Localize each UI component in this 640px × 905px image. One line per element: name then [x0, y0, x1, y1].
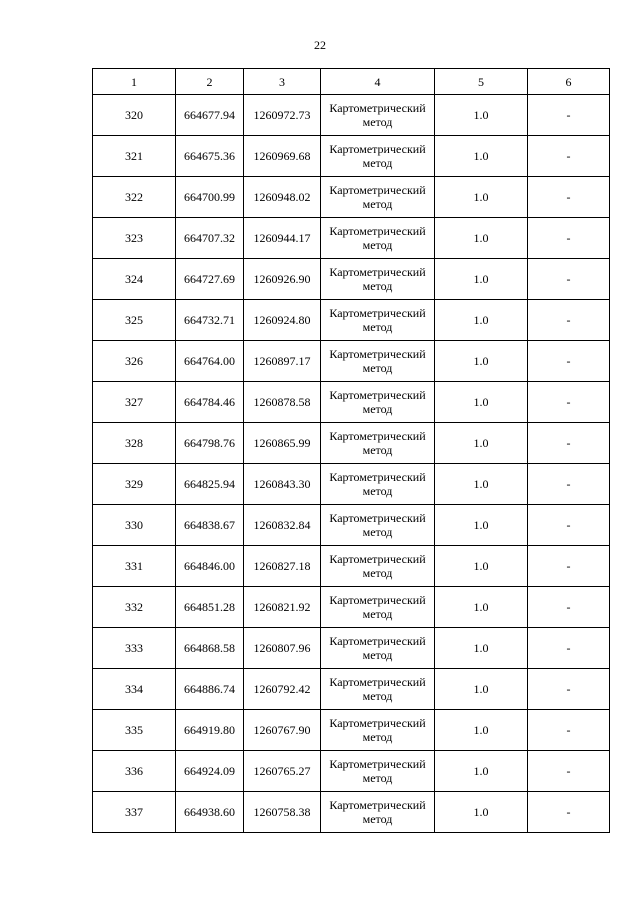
- accuracy-cell: 1.0: [435, 751, 528, 792]
- table-row: [93, 423, 610, 464]
- method-text-line: метод: [362, 525, 393, 539]
- coordinates-table: [92, 68, 610, 833]
- note-cell: -: [528, 300, 610, 341]
- method-cell: [321, 259, 435, 300]
- y-coordinate-cell: 1260878.58: [244, 382, 321, 423]
- method-cell: [321, 136, 435, 177]
- note-cell: -: [528, 423, 610, 464]
- point-number-cell: 325: [93, 300, 176, 341]
- x-coordinate-cell: 664919.80: [176, 710, 244, 751]
- point-number-cell: 323: [93, 218, 176, 259]
- method-cell: [321, 792, 435, 833]
- table-row: [93, 95, 610, 136]
- note-cell: -: [528, 587, 610, 628]
- table-row: [93, 300, 610, 341]
- method-cell: [321, 628, 435, 669]
- x-coordinate-cell: 664700.99: [176, 177, 244, 218]
- method-text-line: метод: [362, 238, 393, 252]
- method-cell: [321, 546, 435, 587]
- method-cell: [321, 300, 435, 341]
- method-text-line: Картометрический: [329, 429, 426, 443]
- table-row: [93, 669, 610, 710]
- method-cell: [321, 587, 435, 628]
- method-cell: [321, 218, 435, 259]
- x-coordinate-cell: 664798.76: [176, 423, 244, 464]
- method-text-line: метод: [362, 279, 393, 293]
- y-coordinate-cell: 1260924.80: [244, 300, 321, 341]
- y-coordinate-cell: 1260832.84: [244, 505, 321, 546]
- y-coordinate-cell: 1260865.99: [244, 423, 321, 464]
- accuracy-cell: 1.0: [435, 587, 528, 628]
- method-text-line: метод: [362, 197, 393, 211]
- accuracy-cell: 1.0: [435, 505, 528, 546]
- table-row: [93, 792, 610, 833]
- accuracy-cell: 1.0: [435, 218, 528, 259]
- column-header: 3: [244, 69, 321, 95]
- method-text-line: Картометрический: [329, 265, 426, 279]
- method-text-line: Картометрический: [329, 634, 426, 648]
- accuracy-cell: 1.0: [435, 382, 528, 423]
- table-row: [93, 136, 610, 177]
- method-text-line: Картометрический: [329, 388, 426, 402]
- method-text-line: Картометрический: [329, 306, 426, 320]
- y-coordinate-cell: 1260897.17: [244, 341, 321, 382]
- column-header: 4: [321, 69, 435, 95]
- method-text-line: метод: [362, 648, 393, 662]
- method-text-line: Картометрический: [329, 716, 426, 730]
- column-header: 6: [528, 69, 610, 95]
- note-cell: -: [528, 751, 610, 792]
- y-coordinate-cell: 1260972.73: [244, 95, 321, 136]
- table-row: [93, 751, 610, 792]
- method-cell: [321, 710, 435, 751]
- point-number-cell: 333: [93, 628, 176, 669]
- method-text-line: Картометрический: [329, 224, 426, 238]
- x-coordinate-cell: 664838.67: [176, 505, 244, 546]
- method-text-line: Картометрический: [329, 347, 426, 361]
- point-number-cell: 329: [93, 464, 176, 505]
- point-number-cell: 331: [93, 546, 176, 587]
- method-cell: [321, 423, 435, 464]
- accuracy-cell: 1.0: [435, 710, 528, 751]
- note-cell: -: [528, 546, 610, 587]
- x-coordinate-cell: 664677.94: [176, 95, 244, 136]
- method-text-line: Картометрический: [329, 101, 426, 115]
- point-number-cell: 320: [93, 95, 176, 136]
- method-cell: [321, 95, 435, 136]
- note-cell: -: [528, 136, 610, 177]
- accuracy-cell: 1.0: [435, 669, 528, 710]
- x-coordinate-cell: 664924.09: [176, 751, 244, 792]
- note-cell: -: [528, 259, 610, 300]
- accuracy-cell: 1.0: [435, 341, 528, 382]
- note-cell: -: [528, 177, 610, 218]
- table-row: [93, 382, 610, 423]
- x-coordinate-cell: 664846.00: [176, 546, 244, 587]
- table-row: [93, 259, 610, 300]
- y-coordinate-cell: 1260944.17: [244, 218, 321, 259]
- x-coordinate-cell: 664732.71: [176, 300, 244, 341]
- point-number-cell: 335: [93, 710, 176, 751]
- method-text-line: Картометрический: [329, 757, 426, 771]
- x-coordinate-cell: 664764.00: [176, 341, 244, 382]
- method-text-line: Картометрический: [329, 142, 426, 156]
- note-cell: -: [528, 382, 610, 423]
- table-row: [93, 218, 610, 259]
- y-coordinate-cell: 1260792.42: [244, 669, 321, 710]
- method-text-line: метод: [362, 484, 393, 498]
- point-number-cell: 334: [93, 669, 176, 710]
- accuracy-cell: 1.0: [435, 95, 528, 136]
- y-coordinate-cell: 1260969.68: [244, 136, 321, 177]
- page-number: 22: [314, 38, 326, 52]
- point-number-cell: 326: [93, 341, 176, 382]
- y-coordinate-cell: 1260765.27: [244, 751, 321, 792]
- method-text-line: метод: [362, 361, 393, 375]
- accuracy-cell: 1.0: [435, 177, 528, 218]
- x-coordinate-cell: 664886.74: [176, 669, 244, 710]
- note-cell: -: [528, 505, 610, 546]
- method-cell: [321, 505, 435, 546]
- accuracy-cell: 1.0: [435, 464, 528, 505]
- x-coordinate-cell: 664727.69: [176, 259, 244, 300]
- note-cell: -: [528, 95, 610, 136]
- point-number-cell: 322: [93, 177, 176, 218]
- y-coordinate-cell: 1260948.02: [244, 177, 321, 218]
- x-coordinate-cell: 664851.28: [176, 587, 244, 628]
- y-coordinate-cell: 1260827.18: [244, 546, 321, 587]
- method-text-line: метод: [362, 156, 393, 170]
- table-row: [93, 341, 610, 382]
- x-coordinate-cell: 664707.32: [176, 218, 244, 259]
- table-row: [93, 546, 610, 587]
- column-header: 5: [435, 69, 528, 95]
- y-coordinate-cell: 1260843.30: [244, 464, 321, 505]
- point-number-cell: 327: [93, 382, 176, 423]
- method-text-line: Картометрический: [329, 552, 426, 566]
- table-row: [93, 587, 610, 628]
- table-row: [93, 505, 610, 546]
- table-row: [93, 628, 610, 669]
- y-coordinate-cell: 1260767.90: [244, 710, 321, 751]
- x-coordinate-cell: 664784.46: [176, 382, 244, 423]
- accuracy-cell: 1.0: [435, 546, 528, 587]
- method-text-line: Картометрический: [329, 511, 426, 525]
- column-header: 1: [93, 69, 176, 95]
- method-text-line: Картометрический: [329, 798, 426, 812]
- method-cell: [321, 751, 435, 792]
- table-row: [93, 464, 610, 505]
- method-text-line: Картометрический: [329, 593, 426, 607]
- method-cell: [321, 669, 435, 710]
- method-cell: [321, 464, 435, 505]
- accuracy-cell: 1.0: [435, 423, 528, 464]
- point-number-cell: 321: [93, 136, 176, 177]
- table-row: [93, 710, 610, 751]
- table-body: [93, 95, 610, 833]
- note-cell: -: [528, 710, 610, 751]
- accuracy-cell: 1.0: [435, 136, 528, 177]
- note-cell: -: [528, 628, 610, 669]
- method-text-line: метод: [362, 566, 393, 580]
- point-number-cell: 330: [93, 505, 176, 546]
- method-text-line: Картометрический: [329, 183, 426, 197]
- x-coordinate-cell: 664675.36: [176, 136, 244, 177]
- method-cell: [321, 382, 435, 423]
- method-text-line: Картометрический: [329, 675, 426, 689]
- method-text-line: метод: [362, 812, 393, 826]
- y-coordinate-cell: 1260926.90: [244, 259, 321, 300]
- point-number-cell: 324: [93, 259, 176, 300]
- accuracy-cell: 1.0: [435, 259, 528, 300]
- note-cell: -: [528, 464, 610, 505]
- x-coordinate-cell: 664825.94: [176, 464, 244, 505]
- method-cell: [321, 341, 435, 382]
- method-cell: [321, 177, 435, 218]
- point-number-cell: 332: [93, 587, 176, 628]
- point-number-cell: 328: [93, 423, 176, 464]
- method-text-line: метод: [362, 443, 393, 457]
- method-text-line: метод: [362, 115, 393, 129]
- note-cell: -: [528, 218, 610, 259]
- column-header: 2: [176, 69, 244, 95]
- y-coordinate-cell: 1260807.96: [244, 628, 321, 669]
- table-row: [93, 177, 610, 218]
- note-cell: -: [528, 341, 610, 382]
- x-coordinate-cell: 664938.60: [176, 792, 244, 833]
- point-number-cell: 337: [93, 792, 176, 833]
- table-header-row: [93, 69, 610, 95]
- y-coordinate-cell: 1260758.38: [244, 792, 321, 833]
- x-coordinate-cell: 664868.58: [176, 628, 244, 669]
- y-coordinate-cell: 1260821.92: [244, 587, 321, 628]
- note-cell: -: [528, 792, 610, 833]
- method-text-line: Картометрический: [329, 470, 426, 484]
- method-text-line: метод: [362, 402, 393, 416]
- method-text-line: метод: [362, 730, 393, 744]
- method-text-line: метод: [362, 771, 393, 785]
- method-text-line: метод: [362, 689, 393, 703]
- accuracy-cell: 1.0: [435, 300, 528, 341]
- method-text-line: метод: [362, 320, 393, 334]
- point-number-cell: 336: [93, 751, 176, 792]
- accuracy-cell: 1.0: [435, 628, 528, 669]
- accuracy-cell: 1.0: [435, 792, 528, 833]
- method-text-line: метод: [362, 607, 393, 621]
- note-cell: -: [528, 669, 610, 710]
